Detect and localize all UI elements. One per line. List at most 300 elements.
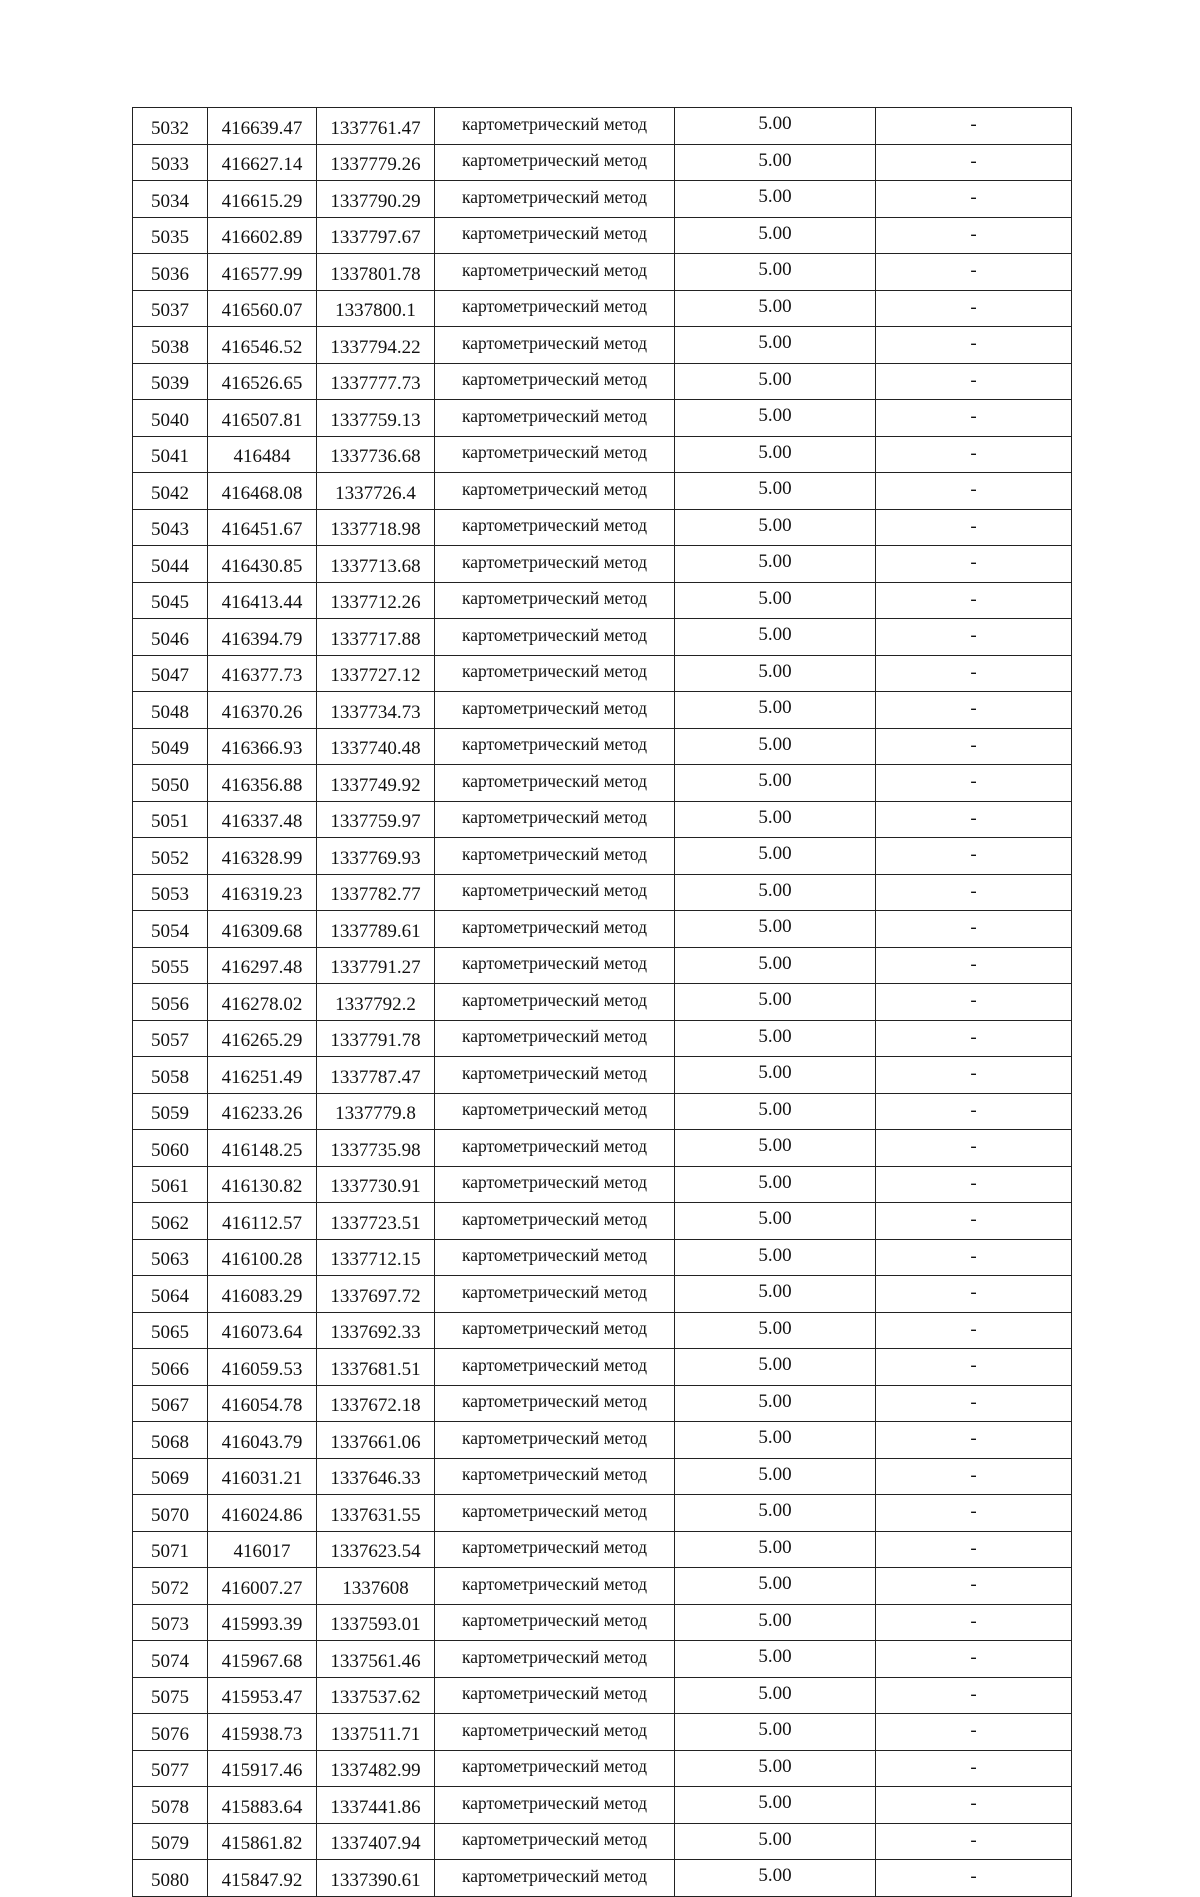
point-number-cell: 5064 (133, 1276, 208, 1313)
note-cell: - (876, 984, 1072, 1021)
x-coordinate-cell: 415883.64 (208, 1787, 317, 1824)
accuracy-cell: 5.00 (675, 1130, 876, 1167)
table-row (133, 1458, 1072, 1495)
method-cell: картометрический метод (435, 911, 675, 948)
x-coordinate-cell: 416017 (208, 1531, 317, 1568)
accuracy-cell: 5.00 (675, 327, 876, 364)
table-row (133, 1385, 1072, 1422)
note-cell: - (876, 1823, 1072, 1860)
accuracy-cell: 5.00 (675, 947, 876, 984)
y-coordinate-cell: 1337761.47 (317, 108, 435, 145)
note-cell: - (876, 1057, 1072, 1094)
note-cell: - (876, 582, 1072, 619)
method-cell: картометрический метод (435, 436, 675, 473)
method-cell: картометрический метод (435, 947, 675, 984)
table-row (133, 1349, 1072, 1386)
note-cell: - (876, 1787, 1072, 1824)
method-cell: картометрический метод (435, 254, 675, 291)
x-coordinate-cell: 416366.93 (208, 728, 317, 765)
table-row (133, 1057, 1072, 1094)
accuracy-cell: 5.00 (675, 181, 876, 218)
method-cell: картометрический метод (435, 1568, 675, 1605)
x-coordinate-cell: 416328.99 (208, 838, 317, 875)
x-coordinate-cell: 416059.53 (208, 1349, 317, 1386)
y-coordinate-cell: 1337791.27 (317, 947, 435, 984)
accuracy-cell: 5.00 (675, 692, 876, 729)
note-cell: - (876, 911, 1072, 948)
point-number-cell: 5063 (133, 1239, 208, 1276)
table-row (133, 1130, 1072, 1167)
accuracy-cell: 5.00 (675, 1787, 876, 1824)
accuracy-cell: 5.00 (675, 254, 876, 291)
y-coordinate-cell: 1337697.72 (317, 1276, 435, 1313)
y-coordinate-cell: 1337692.33 (317, 1312, 435, 1349)
note-cell: - (876, 181, 1072, 218)
x-coordinate-cell: 415967.68 (208, 1641, 317, 1678)
table-row (133, 546, 1072, 583)
y-coordinate-cell: 1337646.33 (317, 1458, 435, 1495)
table-row (133, 1203, 1072, 1240)
method-cell: картометрический метод (435, 655, 675, 692)
accuracy-cell: 5.00 (675, 1239, 876, 1276)
accuracy-cell: 5.00 (675, 1531, 876, 1568)
accuracy-cell: 5.00 (675, 108, 876, 145)
point-number-cell: 5032 (133, 108, 208, 145)
x-coordinate-cell: 416526.65 (208, 363, 317, 400)
note-cell: - (876, 947, 1072, 984)
x-coordinate-cell: 416615.29 (208, 181, 317, 218)
table-row (133, 911, 1072, 948)
note-cell: - (876, 692, 1072, 729)
method-cell: картометрический метод (435, 546, 675, 583)
accuracy-cell: 5.00 (675, 546, 876, 583)
x-coordinate-cell: 416560.07 (208, 290, 317, 327)
point-number-cell: 5075 (133, 1677, 208, 1714)
x-coordinate-cell: 416451.67 (208, 509, 317, 546)
method-cell: картометрический метод (435, 1641, 675, 1678)
accuracy-cell: 5.00 (675, 1750, 876, 1787)
point-number-cell: 5079 (133, 1823, 208, 1860)
x-coordinate-cell: 416309.68 (208, 911, 317, 948)
note-cell: - (876, 363, 1072, 400)
table-row (133, 655, 1072, 692)
table-row (133, 1604, 1072, 1641)
point-number-cell: 5038 (133, 327, 208, 364)
table-row (133, 1641, 1072, 1678)
point-number-cell: 5039 (133, 363, 208, 400)
table-row (133, 1020, 1072, 1057)
table-row (133, 1714, 1072, 1751)
accuracy-cell: 5.00 (675, 473, 876, 510)
x-coordinate-cell: 416627.14 (208, 144, 317, 181)
note-cell: - (876, 1203, 1072, 1240)
table-row (133, 1568, 1072, 1605)
accuracy-cell: 5.00 (675, 619, 876, 656)
x-coordinate-cell: 416007.27 (208, 1568, 317, 1605)
method-cell: картометрический метод (435, 1458, 675, 1495)
note-cell: - (876, 108, 1072, 145)
note-cell: - (876, 1422, 1072, 1459)
note-cell: - (876, 1860, 1072, 1897)
table-row (133, 619, 1072, 656)
method-cell: картометрический метод (435, 108, 675, 145)
x-coordinate-cell: 416278.02 (208, 984, 317, 1021)
accuracy-cell: 5.00 (675, 801, 876, 838)
note-cell: - (876, 1604, 1072, 1641)
note-cell: - (876, 874, 1072, 911)
method-cell: картометрический метод (435, 1860, 675, 1897)
accuracy-cell: 5.00 (675, 436, 876, 473)
x-coordinate-cell: 415993.39 (208, 1604, 317, 1641)
method-cell: картометрический метод (435, 1677, 675, 1714)
point-number-cell: 5035 (133, 217, 208, 254)
accuracy-cell: 5.00 (675, 290, 876, 327)
point-number-cell: 5065 (133, 1312, 208, 1349)
x-coordinate-cell: 416112.57 (208, 1203, 317, 1240)
y-coordinate-cell: 1337787.47 (317, 1057, 435, 1094)
table-row (133, 327, 1072, 364)
note-cell: - (876, 728, 1072, 765)
table-row (133, 1787, 1072, 1824)
note-cell: - (876, 801, 1072, 838)
point-number-cell: 5051 (133, 801, 208, 838)
method-cell: картометрический метод (435, 1495, 675, 1532)
method-cell: картометрический метод (435, 1787, 675, 1824)
table-row (133, 254, 1072, 291)
accuracy-cell: 5.00 (675, 1166, 876, 1203)
x-coordinate-cell: 416043.79 (208, 1422, 317, 1459)
accuracy-cell: 5.00 (675, 582, 876, 619)
note-cell: - (876, 1458, 1072, 1495)
y-coordinate-cell: 1337441.86 (317, 1787, 435, 1824)
method-cell: картометрический метод (435, 1604, 675, 1641)
y-coordinate-cell: 1337779.8 (317, 1093, 435, 1130)
table-row (133, 509, 1072, 546)
method-cell: картометрический метод (435, 984, 675, 1021)
accuracy-cell: 5.00 (675, 984, 876, 1021)
note-cell: - (876, 290, 1072, 327)
x-coordinate-cell: 416370.26 (208, 692, 317, 729)
y-coordinate-cell: 1337407.94 (317, 1823, 435, 1860)
accuracy-cell: 5.00 (675, 1604, 876, 1641)
point-number-cell: 5047 (133, 655, 208, 692)
x-coordinate-cell: 416024.86 (208, 1495, 317, 1532)
y-coordinate-cell: 1337718.98 (317, 509, 435, 546)
accuracy-cell: 5.00 (675, 765, 876, 802)
y-coordinate-cell: 1337779.26 (317, 144, 435, 181)
note-cell: - (876, 546, 1072, 583)
x-coordinate-cell: 415917.46 (208, 1750, 317, 1787)
y-coordinate-cell: 1337730.91 (317, 1166, 435, 1203)
note-cell: - (876, 436, 1072, 473)
accuracy-cell: 5.00 (675, 144, 876, 181)
method-cell: картометрический метод (435, 1166, 675, 1203)
point-number-cell: 5042 (133, 473, 208, 510)
note-cell: - (876, 144, 1072, 181)
y-coordinate-cell: 1337661.06 (317, 1422, 435, 1459)
y-coordinate-cell: 1337717.88 (317, 619, 435, 656)
method-cell: картометрический метод (435, 801, 675, 838)
point-number-cell: 5072 (133, 1568, 208, 1605)
method-cell: картометрический метод (435, 1057, 675, 1094)
accuracy-cell: 5.00 (675, 911, 876, 948)
table-row (133, 765, 1072, 802)
table-row (133, 290, 1072, 327)
method-cell: картометрический метод (435, 290, 675, 327)
note-cell: - (876, 1020, 1072, 1057)
table-row (133, 108, 1072, 145)
point-number-cell: 5043 (133, 509, 208, 546)
note-cell: - (876, 1349, 1072, 1386)
accuracy-cell: 5.00 (675, 509, 876, 546)
note-cell: - (876, 217, 1072, 254)
y-coordinate-cell: 1337769.93 (317, 838, 435, 875)
point-number-cell: 5062 (133, 1203, 208, 1240)
point-number-cell: 5046 (133, 619, 208, 656)
accuracy-cell: 5.00 (675, 1276, 876, 1313)
x-coordinate-cell: 416546.52 (208, 327, 317, 364)
method-cell: картометрический метод (435, 619, 675, 656)
point-number-cell: 5036 (133, 254, 208, 291)
point-number-cell: 5050 (133, 765, 208, 802)
x-coordinate-cell: 415847.92 (208, 1860, 317, 1897)
x-coordinate-cell: 415861.82 (208, 1823, 317, 1860)
y-coordinate-cell: 1337791.78 (317, 1020, 435, 1057)
x-coordinate-cell: 416319.23 (208, 874, 317, 911)
x-coordinate-cell: 416377.73 (208, 655, 317, 692)
point-number-cell: 5054 (133, 911, 208, 948)
point-number-cell: 5068 (133, 1422, 208, 1459)
method-cell: картометрический метод (435, 400, 675, 437)
accuracy-cell: 5.00 (675, 1203, 876, 1240)
table-row (133, 1239, 1072, 1276)
y-coordinate-cell: 1337713.68 (317, 546, 435, 583)
x-coordinate-cell: 416507.81 (208, 400, 317, 437)
method-cell: картометрический метод (435, 1422, 675, 1459)
y-coordinate-cell: 1337593.01 (317, 1604, 435, 1641)
table-row (133, 473, 1072, 510)
method-cell: картометрический метод (435, 509, 675, 546)
point-number-cell: 5055 (133, 947, 208, 984)
x-coordinate-cell: 416251.49 (208, 1057, 317, 1094)
table-row (133, 181, 1072, 218)
y-coordinate-cell: 1337712.26 (317, 582, 435, 619)
y-coordinate-cell: 1337759.97 (317, 801, 435, 838)
table-row (133, 1677, 1072, 1714)
y-coordinate-cell: 1337790.29 (317, 181, 435, 218)
x-coordinate-cell: 416468.08 (208, 473, 317, 510)
point-number-cell: 5037 (133, 290, 208, 327)
point-number-cell: 5058 (133, 1057, 208, 1094)
x-coordinate-cell: 416484 (208, 436, 317, 473)
y-coordinate-cell: 1337797.67 (317, 217, 435, 254)
x-coordinate-cell: 416031.21 (208, 1458, 317, 1495)
point-number-cell: 5067 (133, 1385, 208, 1422)
x-coordinate-cell: 415953.47 (208, 1677, 317, 1714)
point-number-cell: 5048 (133, 692, 208, 729)
method-cell: картометрический метод (435, 765, 675, 802)
method-cell: картометрический метод (435, 692, 675, 729)
y-coordinate-cell: 1337561.46 (317, 1641, 435, 1678)
accuracy-cell: 5.00 (675, 1312, 876, 1349)
y-coordinate-cell: 1337782.77 (317, 874, 435, 911)
method-cell: картометрический метод (435, 217, 675, 254)
accuracy-cell: 5.00 (675, 1385, 876, 1422)
note-cell: - (876, 1130, 1072, 1167)
table-row (133, 838, 1072, 875)
method-cell: картометрический метод (435, 1312, 675, 1349)
accuracy-cell: 5.00 (675, 1568, 876, 1605)
accuracy-cell: 5.00 (675, 1641, 876, 1678)
x-coordinate-cell: 416577.99 (208, 254, 317, 291)
accuracy-cell: 5.00 (675, 1020, 876, 1057)
y-coordinate-cell: 1337723.51 (317, 1203, 435, 1240)
y-coordinate-cell: 1337726.4 (317, 473, 435, 510)
x-coordinate-cell: 416054.78 (208, 1385, 317, 1422)
note-cell: - (876, 1166, 1072, 1203)
table-row (133, 1860, 1072, 1897)
note-cell: - (876, 1239, 1072, 1276)
y-coordinate-cell: 1337712.15 (317, 1239, 435, 1276)
y-coordinate-cell: 1337482.99 (317, 1750, 435, 1787)
method-cell: картометрический метод (435, 181, 675, 218)
accuracy-cell: 5.00 (675, 655, 876, 692)
point-number-cell: 5076 (133, 1714, 208, 1751)
accuracy-cell: 5.00 (675, 1495, 876, 1532)
x-coordinate-cell: 415938.73 (208, 1714, 317, 1751)
x-coordinate-cell: 416265.29 (208, 1020, 317, 1057)
table-row (133, 1750, 1072, 1787)
accuracy-cell: 5.00 (675, 1093, 876, 1130)
accuracy-cell: 5.00 (675, 1714, 876, 1751)
note-cell: - (876, 619, 1072, 656)
note-cell: - (876, 509, 1072, 546)
x-coordinate-cell: 416430.85 (208, 546, 317, 583)
x-coordinate-cell: 416394.79 (208, 619, 317, 656)
table-row (133, 1312, 1072, 1349)
y-coordinate-cell: 1337390.61 (317, 1860, 435, 1897)
point-number-cell: 5041 (133, 436, 208, 473)
accuracy-cell: 5.00 (675, 1823, 876, 1860)
y-coordinate-cell: 1337789.61 (317, 911, 435, 948)
method-cell: картометрический метод (435, 874, 675, 911)
y-coordinate-cell: 1337623.54 (317, 1531, 435, 1568)
method-cell: картометрический метод (435, 1349, 675, 1386)
accuracy-cell: 5.00 (675, 874, 876, 911)
note-cell: - (876, 400, 1072, 437)
x-coordinate-cell: 416602.89 (208, 217, 317, 254)
x-coordinate-cell: 416639.47 (208, 108, 317, 145)
note-cell: - (876, 1385, 1072, 1422)
accuracy-cell: 5.00 (675, 838, 876, 875)
note-cell: - (876, 1495, 1072, 1532)
table-row (133, 874, 1072, 911)
point-number-cell: 5078 (133, 1787, 208, 1824)
method-cell: картометрический метод (435, 144, 675, 181)
note-cell: - (876, 254, 1072, 291)
note-cell: - (876, 1714, 1072, 1751)
method-cell: картометрический метод (435, 1203, 675, 1240)
x-coordinate-cell: 416337.48 (208, 801, 317, 838)
method-cell: картометрический метод (435, 1385, 675, 1422)
y-coordinate-cell: 1337672.18 (317, 1385, 435, 1422)
point-number-cell: 5059 (133, 1093, 208, 1130)
point-number-cell: 5034 (133, 181, 208, 218)
accuracy-cell: 5.00 (675, 400, 876, 437)
point-number-cell: 5049 (133, 728, 208, 765)
x-coordinate-cell: 416297.48 (208, 947, 317, 984)
accuracy-cell: 5.00 (675, 1677, 876, 1714)
table-row (133, 400, 1072, 437)
table-row (133, 692, 1072, 729)
accuracy-cell: 5.00 (675, 1349, 876, 1386)
table-row (133, 1531, 1072, 1568)
x-coordinate-cell: 416148.25 (208, 1130, 317, 1167)
table-row (133, 1093, 1072, 1130)
x-coordinate-cell: 416130.82 (208, 1166, 317, 1203)
x-coordinate-cell: 416233.26 (208, 1093, 317, 1130)
method-cell: картометрический метод (435, 1093, 675, 1130)
note-cell: - (876, 1276, 1072, 1313)
point-number-cell: 5073 (133, 1604, 208, 1641)
note-cell: - (876, 1641, 1072, 1678)
point-number-cell: 5080 (133, 1860, 208, 1897)
accuracy-cell: 5.00 (675, 217, 876, 254)
x-coordinate-cell: 416356.88 (208, 765, 317, 802)
coordinates-table (132, 107, 1072, 1897)
method-cell: картометрический метод (435, 363, 675, 400)
y-coordinate-cell: 1337537.62 (317, 1677, 435, 1714)
y-coordinate-cell: 1337792.2 (317, 984, 435, 1021)
x-coordinate-cell: 416083.29 (208, 1276, 317, 1313)
method-cell: картометрический метод (435, 1823, 675, 1860)
y-coordinate-cell: 1337681.51 (317, 1349, 435, 1386)
accuracy-cell: 5.00 (675, 1057, 876, 1094)
coordinates-table-body (133, 108, 1072, 1897)
table-row (133, 363, 1072, 400)
point-number-cell: 5071 (133, 1531, 208, 1568)
table-row (133, 144, 1072, 181)
method-cell: картометрический метод (435, 582, 675, 619)
point-number-cell: 5060 (133, 1130, 208, 1167)
note-cell: - (876, 1568, 1072, 1605)
method-cell: картометрический метод (435, 473, 675, 510)
point-number-cell: 5044 (133, 546, 208, 583)
y-coordinate-cell: 1337511.71 (317, 1714, 435, 1751)
y-coordinate-cell: 1337631.55 (317, 1495, 435, 1532)
note-cell: - (876, 473, 1072, 510)
y-coordinate-cell: 1337736.68 (317, 436, 435, 473)
point-number-cell: 5045 (133, 582, 208, 619)
y-coordinate-cell: 1337800.1 (317, 290, 435, 327)
method-cell: картометрический метод (435, 327, 675, 364)
x-coordinate-cell: 416100.28 (208, 1239, 317, 1276)
y-coordinate-cell: 1337735.98 (317, 1130, 435, 1167)
point-number-cell: 5053 (133, 874, 208, 911)
table-row (133, 984, 1072, 1021)
y-coordinate-cell: 1337777.73 (317, 363, 435, 400)
accuracy-cell: 5.00 (675, 1860, 876, 1897)
y-coordinate-cell: 1337801.78 (317, 254, 435, 291)
method-cell: картометрический метод (435, 1714, 675, 1751)
method-cell: картометрический метод (435, 838, 675, 875)
note-cell: - (876, 1312, 1072, 1349)
note-cell: - (876, 1677, 1072, 1714)
point-number-cell: 5052 (133, 838, 208, 875)
point-number-cell: 5070 (133, 1495, 208, 1532)
note-cell: - (876, 1531, 1072, 1568)
point-number-cell: 5066 (133, 1349, 208, 1386)
